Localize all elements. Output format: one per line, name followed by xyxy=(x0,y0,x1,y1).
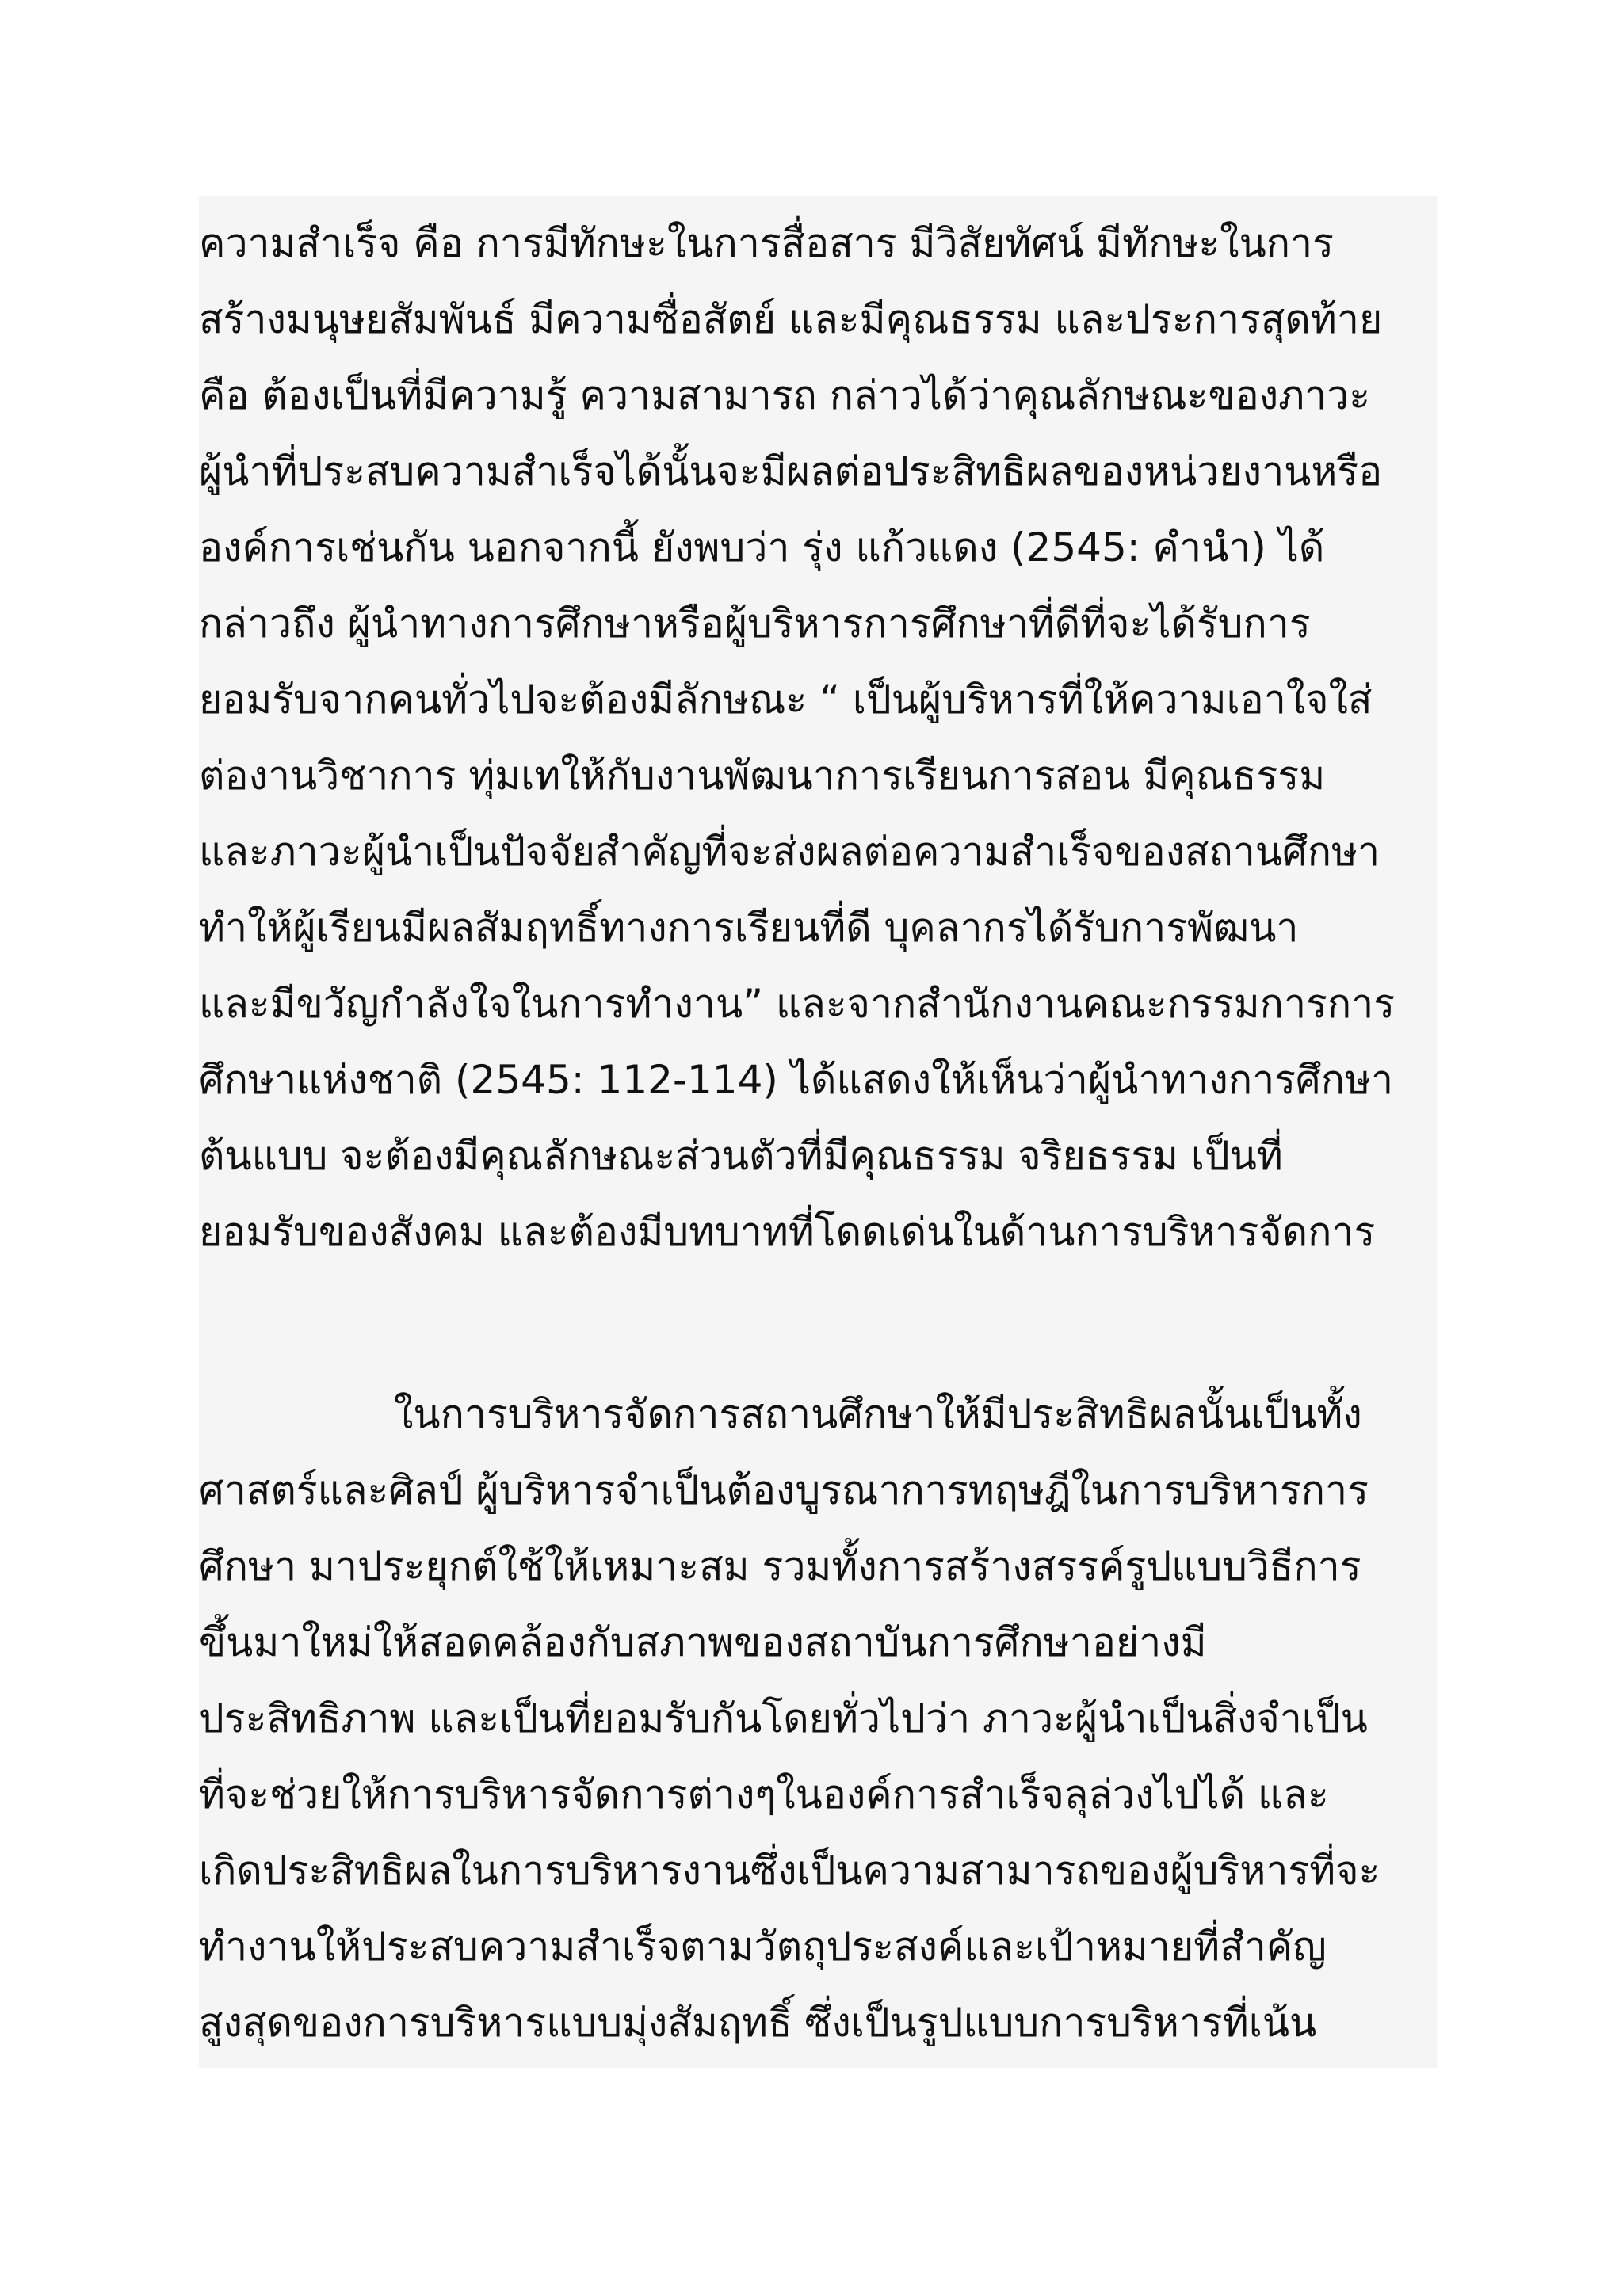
paragraph-1-line: กล่าวถึง ผู้นำทางการศึกษาหรือผู้บริหารการศึกษาที่ดีที่จะได้รับการ xyxy=(199,601,1311,646)
paragraph-1-line: ยอมรับของสังคม และต้องมีบทบาทที่โดดเด่นในด้านการบริหารจัดการ xyxy=(199,1209,1376,1255)
paragraph-1-line: สร้างมนุษยสัมพันธ์ มีความซื่อสัตย์ และมีคุณธรรม และประการสุดท้าย xyxy=(199,296,1383,342)
paragraph-1-line: ความสำเร็จ คือ การมีทักษะในการสื่อสาร มีวิสัยทัศน์ มีทักษะในการ xyxy=(199,220,1334,266)
paragraph-2-line: เกิดประสิทธิผลในการบริหารงานซึ่งเป็นความสามารถของผู้บริหารที่จะ xyxy=(199,1848,1381,1894)
paragraph-1-line: องค์การเช่นกัน นอกจากนี้ ยังพบว่า รุ่ง แก้วแดง (2545: คำนำ) ได้ xyxy=(199,524,1325,570)
paragraph-1-line: ต้นแบบ จะต้องมีคุณลักษณะส่วนตัวที่มีคุณธรรม จริยธรรม เป็นที่ xyxy=(199,1133,1283,1179)
paragraph-1-line: ยอมรับจากคนทั่วไปจะต้องมีลักษณะ “ เป็นผู้บริหารที่ให้ความเอาใจใส่ xyxy=(199,677,1373,723)
paragraph-1-line: ผู้นำที่ประสบความสำเร็จได้นั้นจะมีผลต่อประสิทธิผลของหน่วยงานหรือ xyxy=(199,448,1383,494)
paragraph-1-line: และมีขวัญกำลังใจในการทำงาน” และจากสำนักงานคณะกรรมการการ xyxy=(199,981,1396,1027)
paragraph-1-line: ทำให้ผู้เรียนมีผลสัมฤทธิ์ทางการเรียนที่ดี บุคลากรได้รับการพัฒนา xyxy=(199,905,1299,951)
paragraph-1 xyxy=(199,196,1437,1268)
paragraph-2-line: สูงสุดของการบริหารแบบมุ่งสัมฤทธิ์ ซึ่งเป็นรูปแบบการบริหารที่เน้น xyxy=(199,2000,1317,2046)
paragraph-2-line: ทำงานให้ประสบความสำเร็จตามวัตถุประสงค์และเป้าหมายที่สำคัญ xyxy=(199,1924,1327,1970)
paragraph-1-line: และภาวะผู้นำเป็นปัจจัยสำคัญที่จะส่งผลต่อความสำเร็จของสถานศึกษา xyxy=(199,829,1381,875)
paragraph-2 xyxy=(199,1268,1437,2068)
paragraph-2-line: ในการบริหารจัดการสถานศึกษาให้มีประสิทธิผลนั้นเป็นทั้ง xyxy=(394,1391,1362,1437)
paragraph-2-line: ประสิทธิภาพ และเป็นที่ยอมรับกันโดยทั่วไปว่า ภาวะผู้นำเป็นสิ่งจำเป็น xyxy=(199,1695,1368,1741)
paragraph-1-line: ต่องานวิชาการ ทุ่มเทให้กับงานพัฒนาการเรียนการสอน มีคุณธรรม xyxy=(199,753,1326,799)
paragraph-2-line: ศึกษา มาประยุกต์ใช้ให้เหมาะสม รวมทั้งการสร้างสรรค์รูปแบบวิธีการ xyxy=(199,1543,1361,1589)
paragraph-2-line: ที่จะช่วยให้การบริหารจัดการต่างๆในองค์การสำเร็จลุล่วงไปได้ และ xyxy=(199,1772,1329,1817)
paragraph-1-line: คือ ต้องเป็นที่มีความรู้ ความสามารถ กล่าวได้ว่าคุณลักษณะของภาวะ xyxy=(199,372,1371,418)
paragraph-2-line: ขึ้นมาใหม่ให้สอดคล้องกับสภาพของสถาบันการศึกษาอย่างมี xyxy=(199,1619,1207,1665)
paragraph-1-line: ศึกษาแห่งชาติ (2545: 112-114) ได้แสดงให้เห็นว่าผู้นำทางการศึกษา xyxy=(199,1057,1394,1103)
paragraph-2-line: ศาสตร์และศิลป์ ผู้บริหารจำเป็นต้องบูรณาการทฤษฎีในการบริหารการ xyxy=(199,1467,1369,1513)
